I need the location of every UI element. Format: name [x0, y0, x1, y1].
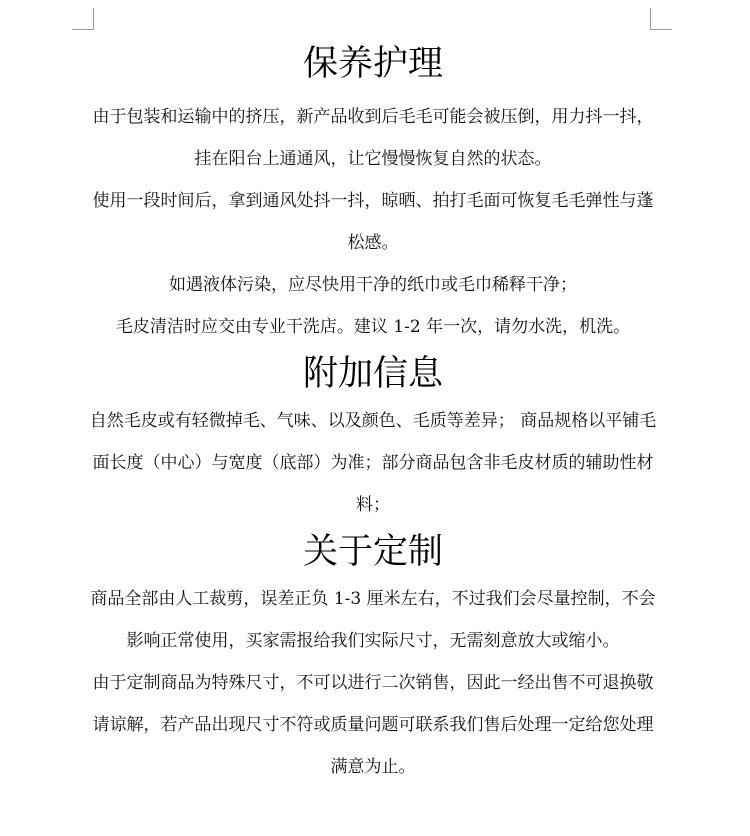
page-corner-mark-top-left: [72, 8, 94, 30]
section-customization: [88, 526, 658, 788]
care-paragraph-4: 毛皮清洁时应交由专业干洗店。建议 1-2 年一次，请勿水洗，机洗。: [115, 317, 631, 337]
document-page: [88, 38, 658, 788]
customization-paragraph-1: 商品全部由人工裁剪，误差正负 1-3 厘米左右，不过我们会尽量控制，不会影响正常使用，买家需报给我们实际尺寸，无需刻意放大或缩小。: [90, 589, 656, 651]
care-paragraph-3: 如遇液体污染，应尽快用干净的纸巾或毛巾稀释干净；: [169, 275, 577, 295]
section-heading-care: 保养护理: [302, 44, 443, 84]
additional-info-paragraph-1: 自然毛皮或有轻微掉毛、气味、以及颜色、毛质等差异； 商品规格以平铺毛面长度（中心）与宽度（底部）为准；部分商品包含非毛皮材质的辅助性材料；: [89, 411, 657, 515]
care-paragraph-1: 由于包装和运输中的挤压，新产品收到后毛毛可能会被压倒，用力抖一抖，挂在阳台上通通风，让它慢慢恢复自然的状态。: [92, 107, 654, 169]
customization-paragraph-2: 由于定制商品为特殊尺寸，不可以进行二次销售，因此一经出售不可退换敬请谅解，若产品出现尺寸不符或质量问题可联系我们售后处理一定给您处理满意为止。: [92, 673, 654, 777]
section-additional-info: [88, 348, 658, 526]
section-heading-additional-info: 附加信息: [302, 354, 443, 394]
section-care: [88, 38, 658, 348]
section-heading-customization: 关于定制: [302, 532, 443, 572]
page-corner-mark-top-right: [650, 8, 672, 30]
care-paragraph-2: 使用一段时间后，拿到通风处抖一抖，晾晒、拍打毛面可恢复毛毛弹性与蓬松感。: [92, 191, 654, 253]
